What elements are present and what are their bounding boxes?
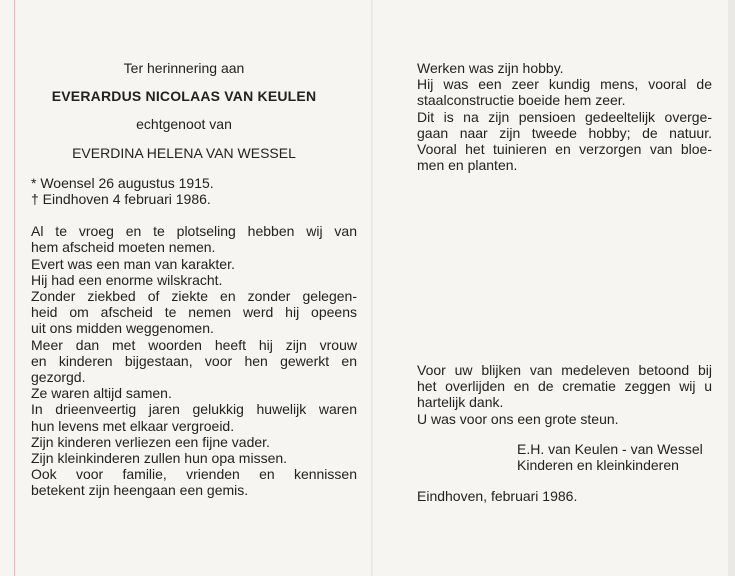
text-line: Ze waren altijd samen. <box>31 385 172 402</box>
spouse-name: EVERDINA HELENA VAN WESSEL <box>72 144 296 161</box>
text-line: Ook voor familie, vrienden en kennissen <box>31 466 357 483</box>
text-line: hun levens met elkaar vergroeid. <box>31 417 235 434</box>
card-fold <box>371 0 373 576</box>
text-line: Hij was een zeer kundig mens, vooral de <box>417 76 712 93</box>
card-edge-line <box>14 0 15 576</box>
text-line: Vooral het tuinieren en verzorgen van bloe- <box>417 141 712 158</box>
text-line: betekent zijn heengaan een gemis. <box>31 482 249 499</box>
signature <box>517 441 703 473</box>
right-page <box>417 60 712 504</box>
thanks-text <box>417 362 712 427</box>
place-date: Eindhoven, februari 1986. <box>417 488 578 504</box>
text-line: het overlijden en de crematie zeggen wij u <box>417 378 712 395</box>
text-line: Zonder ziekbed of ziekte en zonder gelegen- <box>31 288 357 305</box>
text-line: Zijn kleinkinderen zullen hun opa missen. <box>31 450 288 467</box>
intro-text: Ter herinnering aan <box>123 60 245 76</box>
text-line: Werken was zijn hobby. <box>417 60 564 76</box>
text-line: In drieenveertig jaren gelukkig huwelijk waren <box>31 401 357 418</box>
signature-name: E.H. van Keulen - van Wessel <box>517 441 703 457</box>
birth-date: * Woensel 26 augustus 1915. <box>31 174 214 191</box>
text-line: Dit is na zijn pensioen gedeeltelijk overge- <box>417 108 712 125</box>
text-line: heid om afscheid te nemen werd hij opeens <box>31 304 357 321</box>
text-line: uit ons midden weggenomen. <box>31 320 214 337</box>
text-line: Meer dan met woorden heeft hij zijn vrouw <box>31 336 357 353</box>
text-line: gaan naar zijn tweede hobby; de natuur. <box>417 124 712 141</box>
left-page <box>31 60 357 499</box>
signature-family: Kinderen en kleinkinderen <box>517 457 679 474</box>
text-line: en kinderen bijgestaan, voor hen gewerkt en <box>31 352 357 369</box>
text-line: hem afscheid moeten nemen. <box>31 239 216 256</box>
text-line: Evert was een man van karakter. <box>31 255 235 272</box>
text-line: Voor uw blijken van medeleven betoond bij <box>417 362 712 378</box>
death-date: † Eindhoven 4 februari 1986. <box>31 191 211 208</box>
text-line: Zijn kinderen verliezen een fijne vader. <box>31 433 270 450</box>
text-line: gezorgd. <box>31 369 86 386</box>
deceased-name: EVERARDUS NICOLAAS VAN KEULEN <box>51 88 317 105</box>
text-line: staalconstructie boeide hem zeer. <box>417 92 626 109</box>
text-line: men en planten. <box>417 157 518 174</box>
text-line: U was voor ons een grote steun. <box>417 410 619 427</box>
text-line: hartelijk dank. <box>417 394 504 411</box>
text-line: Al te vroeg en te plotseling hebben wij van <box>31 223 357 240</box>
dates <box>31 175 357 207</box>
tribute-text <box>31 223 357 498</box>
relation-text: echtgenoot van <box>136 116 232 133</box>
text-line: Hij had een enorme wilskracht. <box>31 271 223 288</box>
card-right-edge <box>728 0 735 576</box>
hobby-text <box>417 60 712 173</box>
